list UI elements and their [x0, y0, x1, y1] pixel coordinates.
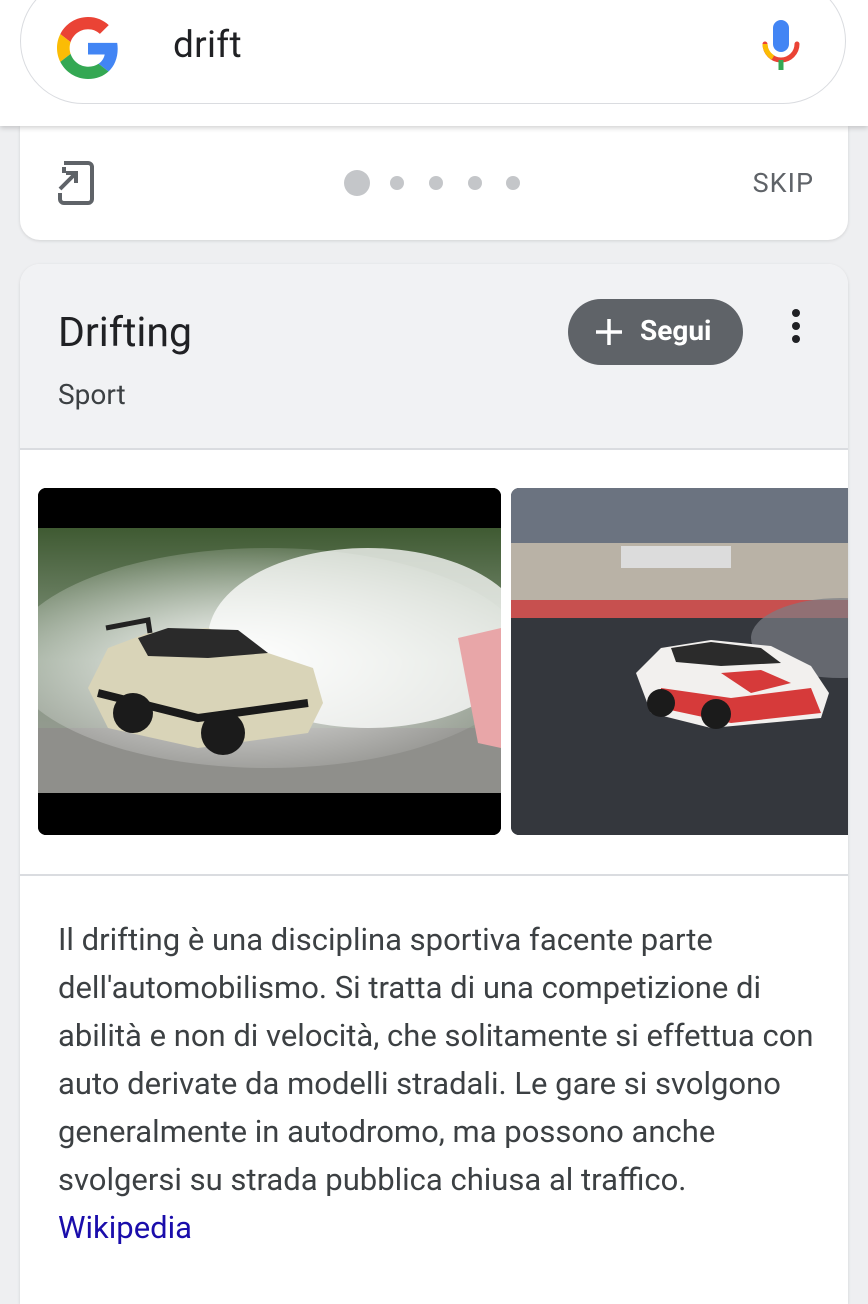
- skip-button[interactable]: SKIP: [752, 167, 814, 199]
- plus-icon: [594, 317, 624, 347]
- drift-image-1[interactable]: [38, 488, 501, 835]
- search-header: [0, 0, 868, 126]
- page-dot: [468, 176, 482, 190]
- follow-button[interactable]: [568, 299, 743, 365]
- wikipedia-link[interactable]: Wikipedia: [58, 1209, 193, 1246]
- open-in-icon[interactable]: [56, 159, 96, 207]
- search-query[interactable]: drift: [173, 24, 242, 67]
- panel-description: [58, 916, 818, 1252]
- page-dot: [506, 176, 520, 190]
- drift-car-photo-white: [38, 488, 501, 835]
- image-carousel[interactable]: [20, 450, 848, 876]
- panel-header: [20, 264, 848, 450]
- panel-subtitle: Sport: [58, 378, 126, 411]
- page-dot: [429, 176, 443, 190]
- page-dot-active: [344, 170, 370, 196]
- more-vert-icon[interactable]: [784, 308, 808, 344]
- description-text: Il drifting è una disciplina sportiva facente parte dell'automobilismo. Si tratta di una competizione di abilità e non di velocità, che solitamente si effettua con auto derivate da modelli stradali. Le gare si svolgono generalmente in autodromo, ma possono anche svolgersi su strada pubblica chiusa al traffico.: [58, 921, 814, 1198]
- drift-image-2[interactable]: [511, 488, 848, 835]
- drift-car-photo-red: [511, 488, 848, 835]
- follow-label: Segui: [640, 314, 712, 347]
- microphone-icon[interactable]: [759, 18, 803, 76]
- search-bar[interactable]: [20, 0, 846, 104]
- knowledge-panel: [20, 264, 848, 1304]
- page-dot: [390, 176, 404, 190]
- panel-title: Drifting: [58, 309, 193, 357]
- onboarding-card: [20, 126, 848, 240]
- google-g-icon: [57, 17, 119, 79]
